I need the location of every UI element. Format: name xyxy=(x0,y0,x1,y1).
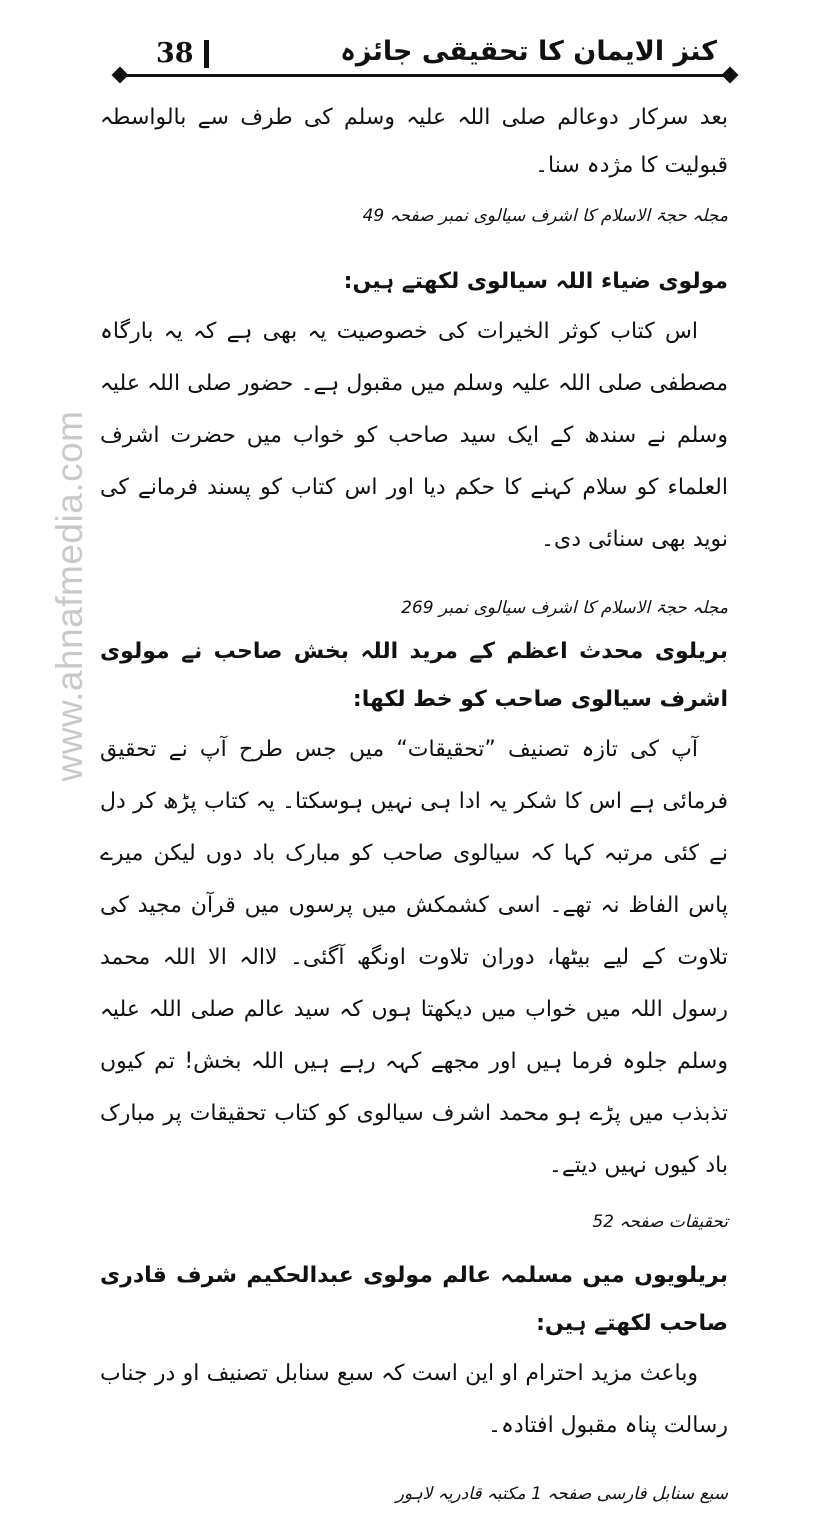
page-number: 38 xyxy=(156,40,209,68)
quote-intro: بریلویوں میں مسلمہ عالم مولوی عبدالحکیم شرف قادری صاحب لکھتے ہیں: xyxy=(100,1263,728,1336)
reference-citation: مجلہ حجۃ الاسلام کا اشرف سیالوی نمبر صفحہ 49 xyxy=(362,206,728,226)
quote-block: اس کتاب کوثر الخیرات کی خصوصیت یہ بھی ہے کہ یہ بارگاہ مصطفی صلی اللہ علیہ وسلم میں مقبول ہے۔ حضور صلی اللہ علیہ وسلم نے سندھ کے ایک سید صاحب کو خواب میں حضرت اشرف العلماء کو سلام کہنے کا حکم دیا اور اس کتاب کو پسند فرمانے کی نوید بھی سنائی دی۔ xyxy=(100,319,728,552)
watermark: www.ahnafmedia.com xyxy=(49,410,90,782)
reference-citation: تحقیقات صفحہ 52 xyxy=(592,1212,728,1232)
quote-intro: بریلوی محدث اعظم کے مرید اللہ بخش صاحب نے مولوی اشرف سیالوی صاحب کو خط لکھا: xyxy=(100,639,728,712)
page-body xyxy=(100,94,728,1514)
reference-citation: مجلہ حجۃ الاسلام کا اشرف سیالوی نمبر 269 xyxy=(401,598,728,618)
quote-intro: مولوی ضیاء اللہ سیالوی لکھتے ہیں: xyxy=(343,269,728,294)
paragraph-opening: بعد سرکار دوعالم صلی اللہ علیہ وسلم کی طرف سے بالواسطہ قبولیت کا مژدہ سنا۔ xyxy=(100,105,728,178)
header-rule-diamond-left xyxy=(112,67,129,84)
reference-citation: سبع سنابل فارسی صفحہ 1 مکتبہ قادریہ لاہور xyxy=(395,1484,728,1504)
quote-block: آپ کی تازہ تصنیف ”تحقیقات“ میں جس طرح آپ نے تحقیق فرمائی ہے اس کا شکر یہ ادا ہی نہیں ہوسکتا۔ یہ کتاب پڑھ کر دل نے کئی مرتبہ کہا کہ سیالوی صاحب کو مبارک باد دوں لیکن میرے پاس الفاظ نہ تھے۔ اسی کشمکش میں پرسوں میں قرآن مجید کی تلاوت کے لیے بیٹھا، دوران تلاوت اونگھ آگئی۔ لاالہ الا اللہ محمد رسول اللہ میں خواب میں دیکھتا ہوں کہ سید عالم صلی اللہ علیہ وسلم جلوہ فرما ہیں اور مجھے کہہ رہے ہیں اللہ بخش! تم کیوں تذبذب میں پڑے ہو محمد اشرف سیالوی کو کتاب تحقیقات پر مبارک باد کیوں نہیں دیتے۔ xyxy=(100,737,728,1178)
quote-block-persian: وباعث مزید احترام او این است کہ سبع سنابل تصنیف او در جناب رسالت پناہ مقبول افتادہ۔ xyxy=(100,1361,728,1438)
header-rule xyxy=(120,74,730,77)
header-rule-diamond-right xyxy=(722,67,739,84)
page-header-title: کنز الایمان کا تحقیقی جائزہ xyxy=(340,36,717,67)
